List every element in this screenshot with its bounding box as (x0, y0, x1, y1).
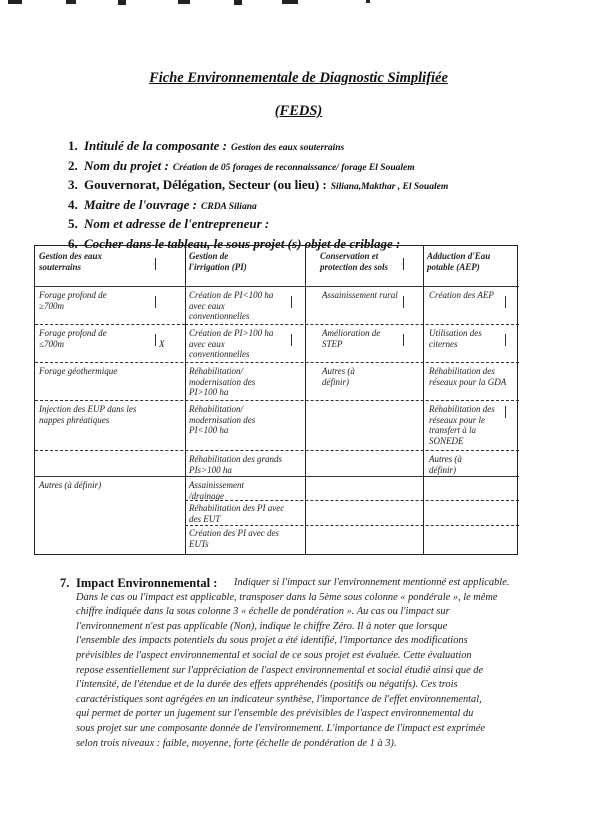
table-cell: Assainissement rural (322, 290, 398, 300)
paragraph-line: sous projet sur une composante donnée de l'environnement. L'importance de l'impact est exprimée (76, 722, 486, 734)
item-label: Nom du projet : (84, 157, 169, 173)
subproject-table (34, 245, 518, 555)
table-cell: Réhabilitation des réseaux pour le transfert à la SONEDE (429, 404, 495, 446)
item-value: Siliana,Makthar , El Soualem (330, 182, 449, 192)
table-cell: Réhabilitation des grands PIs>100 ha (189, 454, 282, 475)
table-cell: Autres (à définir) (429, 454, 462, 475)
table-cell: Forage profond de ≥700m (39, 290, 107, 311)
row-separator (35, 450, 519, 451)
table-cell: Assainissement /drainage (189, 480, 244, 501)
column-header: Gestion de l'irrigation (PI) (189, 251, 247, 272)
paragraph-line: l'environnement n'est pas applicable (Non), indique le chiffre Zéro. Il à noter que lorsque (76, 620, 448, 632)
paragraph-line: selon trois niveaux : faible, moyenne, forte (échelle de pondération de 1 à 3). (76, 737, 397, 749)
item-label: Intitulé de la composante : (84, 138, 227, 153)
row-separator (185, 525, 519, 526)
item-label: Cocher dans le tableau, le sous projet (s) objet de criblage : (84, 235, 401, 251)
checkbox-mark[interactable]: X (159, 339, 165, 349)
table-cell: Réhabilitation/ modernisation des PI>100 ha (189, 366, 256, 397)
paragraph-line: prévisibles de l'aspect environnemental et social de ce sous projet est évaluée. Cette évaluation (76, 649, 472, 661)
paragraph-line: Dans le cas ou l'impact est applicable, transposer dans la 5ème sous colonne « pondérale », le même (76, 591, 498, 603)
row-separator (185, 500, 519, 501)
table-cell: Forage géothermique (39, 366, 118, 376)
paragraph-line: l'ensemble des impacts potentiels du sous projet a été identifié, l'importance des modifications (76, 635, 468, 647)
paragraph-line: chiffre indiquée dans la sous colonne 3 « échelle de pondération ». Au cas ou l'impact sur (76, 606, 450, 618)
section-body (76, 576, 570, 751)
form-item (68, 156, 578, 176)
item-value: Création de 05 forages de reconnaissance/ forage El Soualem (172, 162, 415, 173)
checkbox-tick (505, 296, 506, 308)
table-cell: Création de PI<100 ha avec eaux conventionnelles (189, 290, 274, 321)
paragraph-line: qui permet de porter un jugement sur l'ensemble des prévisibles de l'aspect environnemental du (76, 708, 474, 720)
form-item (68, 175, 578, 195)
table-cell: Réhabilitation des réseaux pour la GDA (429, 366, 507, 387)
table-cell: Autres (à définir) (39, 480, 102, 490)
item-value: CRDA Siliana (201, 201, 257, 212)
document-subtitle: (FEDS) (274, 103, 323, 119)
table-cell: Utilisation des citernes (429, 328, 482, 349)
checkbox-tick (291, 296, 292, 308)
item-number: 2. (68, 157, 78, 173)
table-cell: Création des PI avec des EUTs (189, 528, 279, 549)
item-label: Maitre de l'ouvrage : (84, 196, 198, 212)
checkbox-tick (505, 334, 506, 346)
item-label: Nom et adresse de l'entrepreneur : (84, 216, 270, 231)
table-cell: Autres (à définir) (322, 366, 355, 387)
table-cell: Création des AEP (429, 290, 494, 300)
table-cell: Injection des EUP dans les nappes phréatiques (39, 404, 137, 425)
checkbox-tick (155, 296, 156, 308)
document-title: Fiche Environnementale de Diagnostic Simplifiée (149, 70, 448, 86)
section-number: 7. (60, 576, 70, 590)
form-item (68, 195, 578, 215)
checkbox-tick (505, 406, 506, 418)
scan-artifacts (0, 0, 597, 12)
column-header: Conservation et protection des sols (320, 251, 389, 272)
paragraph-line: Indiquer si l'impact sur l'environnement mentionné est applicable. (234, 577, 510, 588)
checkbox-tick (155, 258, 156, 270)
checkbox-tick (403, 258, 404, 270)
checkbox-tick (403, 296, 404, 308)
impact-section (60, 576, 570, 749)
item-label: Gouvernorat, Délégation, Secteur (ou lieu) : (84, 177, 327, 192)
table-cell: Forage profond de ≤700m (39, 328, 107, 349)
row-separator (35, 400, 519, 401)
section-heading-label: Impact Environnemental : (76, 576, 218, 590)
column-header: Gestion des eaux souterrains (39, 251, 102, 272)
form-item (68, 136, 578, 156)
form-item (68, 214, 578, 234)
checkbox-tick (155, 334, 156, 346)
checkbox-tick (291, 334, 292, 346)
row-separator (35, 476, 519, 477)
paragraph-line: caractéristiques sont agrégées en un indicateur synthèse, l'importance de l'effet environnemental, (76, 693, 482, 705)
table-cell: Amélioration de STEP (322, 328, 381, 349)
table-cell: Réhabilitation/ modernisation des PI<100 ha (189, 404, 256, 435)
item-value: Gestion des eaux souterrains (231, 143, 345, 153)
checkbox-tick (403, 334, 404, 346)
paragraph-line: l'intensité, de l'étendue et de la durée des effets appréhendés (positifs ou négatifs). Ces trois (76, 679, 458, 691)
paragraph-line: repose essentiellement sur l'appréciation de l'aspect environnemental et social étudié ainsi que de (76, 664, 484, 676)
row-separator (185, 324, 519, 325)
row-separator (35, 362, 519, 363)
table-cell: Création de PI>100 ha avec eaux conventionnelles (189, 328, 274, 359)
item-number: 4. (68, 196, 78, 212)
row-separator (35, 286, 519, 287)
form-items (68, 136, 578, 253)
item-number: 3. (68, 177, 78, 192)
item-number: 1. (68, 138, 78, 153)
table-cell: Réhabilitation des PI avec des EUT (189, 503, 285, 524)
item-number: 6. (68, 235, 78, 251)
item-number: 5. (68, 216, 78, 231)
column-header: Adduction d'Eau potable (AEP) (427, 251, 491, 272)
row-separator (35, 324, 185, 325)
